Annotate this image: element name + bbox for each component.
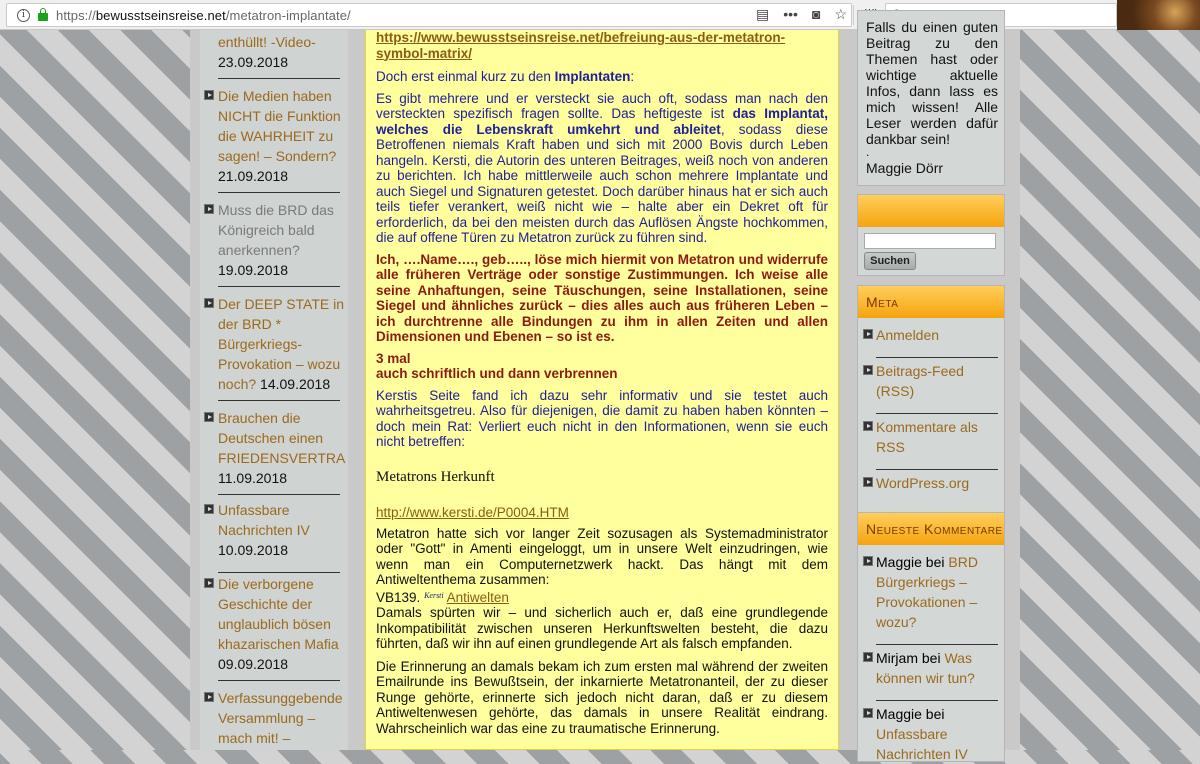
- bullet-arrow-icon: [863, 329, 873, 339]
- decree-instruction: [376, 351, 828, 382]
- list-item: [200, 574, 348, 674]
- list-item: [200, 294, 348, 394]
- bullet-arrow-icon: [204, 204, 214, 214]
- comments-widget-header: [858, 513, 1004, 545]
- sidebar-search-input[interactable]: [864, 233, 996, 249]
- comment-post-link[interactable]: BRD Bürgerkriegs – Provokationen – wozu?: [876, 554, 978, 630]
- comment-author: Maggie: [876, 706, 922, 722]
- bullet-arrow-icon: [863, 652, 873, 662]
- meta-item-feed: [858, 361, 1004, 401]
- kersti-link[interactable]: http://www.kersti.de/P0004.HTM: [376, 505, 569, 520]
- divider: [218, 400, 340, 401]
- browser-toolbar: [0, 0, 1200, 30]
- list-item: [200, 32, 348, 72]
- comments-title: Neueste Kommentare: [866, 521, 1003, 537]
- more-actions-icon[interactable]: •••: [783, 6, 798, 22]
- comments-feed-link[interactable]: Kommentare als RSS: [876, 419, 978, 455]
- list-item: [200, 500, 348, 560]
- meta-item-login: [858, 325, 1004, 345]
- implants-paragraph: [376, 91, 828, 246]
- divider: [218, 680, 340, 681]
- divider: [876, 700, 998, 701]
- comment-sep: bei: [921, 706, 945, 722]
- lock-icon: [38, 13, 48, 21]
- comment-author: Maggie: [876, 554, 922, 570]
- wordpress-link[interactable]: WordPress.org: [876, 475, 970, 491]
- meta-widget: [857, 285, 1005, 539]
- bullet-arrow-icon: [204, 504, 214, 514]
- comment-post-link[interactable]: Was können wir tun?: [876, 650, 975, 686]
- divider: [218, 572, 340, 573]
- comment-item: [858, 648, 1004, 688]
- implants-text-b: , sodass diese Betroffenen niemals Kraft haben und sich mit 2000 Bovis durch Leben hangeln. Kersti, die Autorin des unteren Beitrages, weiß noch von anderen zu berichten. Ich habe mittlerweile auch schon mehrere Implantate und auch Siegel und Signaturen getestet. Doch darüber hinaus hat er sich auch teils tiefer verankert, weiß nicht wie – halte aber ein Dekret oft für erforderlich, da bei den meisten durch das Auflösen Ängste hochkommen, die auf offene Türen zu Metatron zurück zu führen sind.: [376, 121, 829, 245]
- address-bar[interactable]: [6, 3, 852, 27]
- intro-end: :: [630, 69, 635, 84]
- metatron-symbol-matrix-link[interactable]: https://www.bewusstseinsreise.net/befreiung-aus-der-metatron-symbol-matrix/: [376, 30, 786, 61]
- post-date: 09.09.2018: [218, 656, 289, 672]
- info-widget: [857, 10, 1005, 186]
- theme-artwork: [1117, 0, 1200, 30]
- bullet-arrow-icon: [204, 692, 214, 702]
- post-link[interactable]: Brauchen die Deutschen einen FRIEDENSVERTRA: [218, 410, 346, 466]
- section-heading: Metatrons Herkunft: [376, 468, 495, 485]
- bullet-arrow-icon: [863, 421, 873, 431]
- login-link[interactable]: Anmelden: [876, 327, 940, 343]
- toolbar-separator: [853, 5, 854, 25]
- article-content: [365, 30, 839, 750]
- intro-bold: Implantaten: [554, 69, 631, 84]
- list-item: [200, 688, 348, 748]
- recent-comments-widget: [857, 512, 1005, 762]
- comment-sep: bei: [921, 554, 949, 570]
- vb-label: VB139.: [376, 589, 421, 605]
- intro-text: Doch erst einmal kurz zu den: [376, 69, 555, 84]
- memory-paragraph: Die Erinnerung an damals bekam ich zum ersten mal während der zweiten Emailrunde ins Bewußtsein, der inkarnierte Metatronanteil, der zu dieser Runge gehörte, erinnerte sich jedoch nicht daran, daß er zu diesem Antiweltenwesen gehörte, das damals in unsere Realität eindrang. Wahrscheinlich war das eine zu traumatische Erinnerung.: [376, 658, 828, 736]
- info-dot: .: [866, 145, 870, 159]
- post-link[interactable]: Verfassunggebende Versammlung – mach mit! –: [218, 690, 343, 746]
- site-info-icon[interactable]: i: [17, 9, 30, 22]
- pocket-icon[interactable]: ◙: [811, 6, 821, 22]
- divider: [876, 357, 998, 358]
- bullet-arrow-icon: [204, 90, 214, 100]
- post-link[interactable]: Die verborgene Geschichte der unglaublich bösen khazarischen Mafia: [218, 576, 339, 652]
- implants-text-a: Es gibt mehrere und er versteckt sie auch oft, sodass man nach den versteckten spezifisch fragen sollte. Das heftigeste ist: [376, 90, 828, 121]
- bullet-arrow-icon: [204, 298, 214, 308]
- meta-item-comments-feed: [858, 417, 1004, 457]
- divider: [218, 494, 340, 495]
- divider: [876, 413, 998, 414]
- list-item: [200, 86, 348, 186]
- meta-widget-header: [858, 286, 1004, 318]
- three-times: 3 mal: [376, 350, 411, 366]
- info-text: Falls du einen guten Beitrag zu den Themen hast oder wichtige aktuelle Infos, dann lass es mich wissen! Alle Leser werden dafür dankbar sein!: [866, 19, 998, 147]
- divider: [876, 644, 998, 645]
- url-path: /metatron-implantate/: [225, 7, 351, 23]
- kersti-link-paragraph: [376, 505, 828, 521]
- implants-bold: das Implantat, welches die Lebenskraft umkehrt und ableitet: [376, 106, 828, 137]
- posts-feed-link[interactable]: Beitrags-Feed (RSS): [876, 363, 964, 399]
- kersti-paragraph: Kerstis Seite fand ich dazu sehr informativ und sie testet auch wahrheitsgetreu. Also für diejenigen, die damit zu haben haben könnten – doch mein Rat: Verliert euch nicht in den Informationen, wenn sie euch nicht betreffen:: [376, 387, 828, 449]
- bullet-arrow-icon: [204, 578, 214, 588]
- divider: [218, 78, 340, 79]
- post-date: 14.09.2018: [260, 376, 331, 392]
- post-date: 11.09.2018: [218, 470, 288, 486]
- bullet-arrow-icon: [863, 477, 873, 487]
- url-domain: bewusstseinsreise.net: [95, 7, 226, 23]
- comment-item: [858, 552, 1004, 632]
- post-date: 23.09.2018: [218, 54, 289, 70]
- comment-post-link[interactable]: Unfassbare Nachrichten IV: [876, 726, 968, 762]
- url-text[interactable]: [56, 8, 351, 23]
- reader-view-icon[interactable]: ▤: [756, 6, 770, 22]
- sidebar-search-button[interactable]: Suchen: [864, 252, 916, 270]
- search-widget: [857, 194, 1005, 276]
- divider: [218, 286, 340, 287]
- info-author: Maggie Dörr: [866, 160, 944, 176]
- comment-author: Mirjam: [876, 650, 918, 666]
- bullet-arrow-icon: [863, 365, 873, 375]
- decree-text: Ich, ….Name…., geb….., löse mich hiermit von Metatron und widerrufe alle früheren Verträge oder sonstige Zustimmungen. Ich weise alle seine Anhaftungen, seine Täuschungen, seine Installationen, seine Siegel und ähnliches zurück – dies alles auch aus früheren Leben – ich durchtrenne alle Bindungen zu ihm in allen Zeiten und allen Dimensionen und Ebenen – so ist es.: [376, 251, 828, 344]
- post-link[interactable]: Muss die BRD das Königreich bald anerkennen?: [218, 202, 334, 258]
- kersti-signature: Kersti: [424, 590, 444, 600]
- recent-posts-sidebar: [200, 30, 348, 750]
- bullet-arrow-icon: [863, 708, 873, 718]
- origin-paragraph: Metatron hatte sich vor langer Zeit sozusagen als Systemadministrator oder "Gott" in Amenti eingeloggt, um in unsere Welt einzudringen, wie wenn man ein Computernetzwerk hackt. Das hängt mit dem Antiweltenthema zusammen:: [376, 525, 828, 587]
- url-prefix: https://: [56, 7, 96, 23]
- comment-sep: bei: [918, 650, 945, 666]
- post-date: 19.09.2018: [218, 262, 289, 278]
- intro-paragraph: [376, 69, 828, 85]
- burn-instruction: auch schriftlich und dann verbrennen: [376, 366, 618, 381]
- list-item: [200, 408, 348, 488]
- post-link[interactable]: Die Medien haben NICHT die Funktion die WAHRHEIT zu sagen! – Sondern?: [218, 88, 341, 164]
- bullet-arrow-icon: [204, 412, 214, 422]
- incompatibility-paragraph: Damals spürten wir – und sicherlich auch er, daß eine grundlegende Inkompatibilität zwischen unseren Herkunftswelten besteht, die dazu führten, daß wir ihn auf einen grundlegende Art als falsch empfanden.: [376, 605, 828, 651]
- bookmark-star-icon[interactable]: ☆: [834, 6, 847, 22]
- post-link[interactable]: Unfassbare Nachrichten IV: [218, 502, 310, 538]
- article-top-link-paragraph: [376, 30, 828, 61]
- meta-title: Meta: [866, 294, 899, 310]
- meta-item-wordpress: [858, 473, 1004, 493]
- post-date: 21.09.2018: [218, 168, 289, 184]
- divider: [218, 192, 340, 193]
- list-item: [200, 200, 348, 280]
- bullet-arrow-icon: [863, 556, 873, 566]
- right-sidebar: [855, 19, 1005, 762]
- post-date: 10.09.2018: [218, 542, 289, 558]
- search-widget-header: [858, 195, 1004, 227]
- comment-item: [858, 704, 1004, 764]
- vb-line: [376, 588, 828, 606]
- antiwelten-link[interactable]: Antiwelten: [446, 589, 509, 605]
- post-link[interactable]: Der DEEP STATE in der BRD * Bürgerkriegs-Provokation – wozu noch?: [218, 296, 345, 392]
- divider: [876, 469, 998, 470]
- post-link[interactable]: enthüllt! -Video-: [218, 34, 316, 50]
